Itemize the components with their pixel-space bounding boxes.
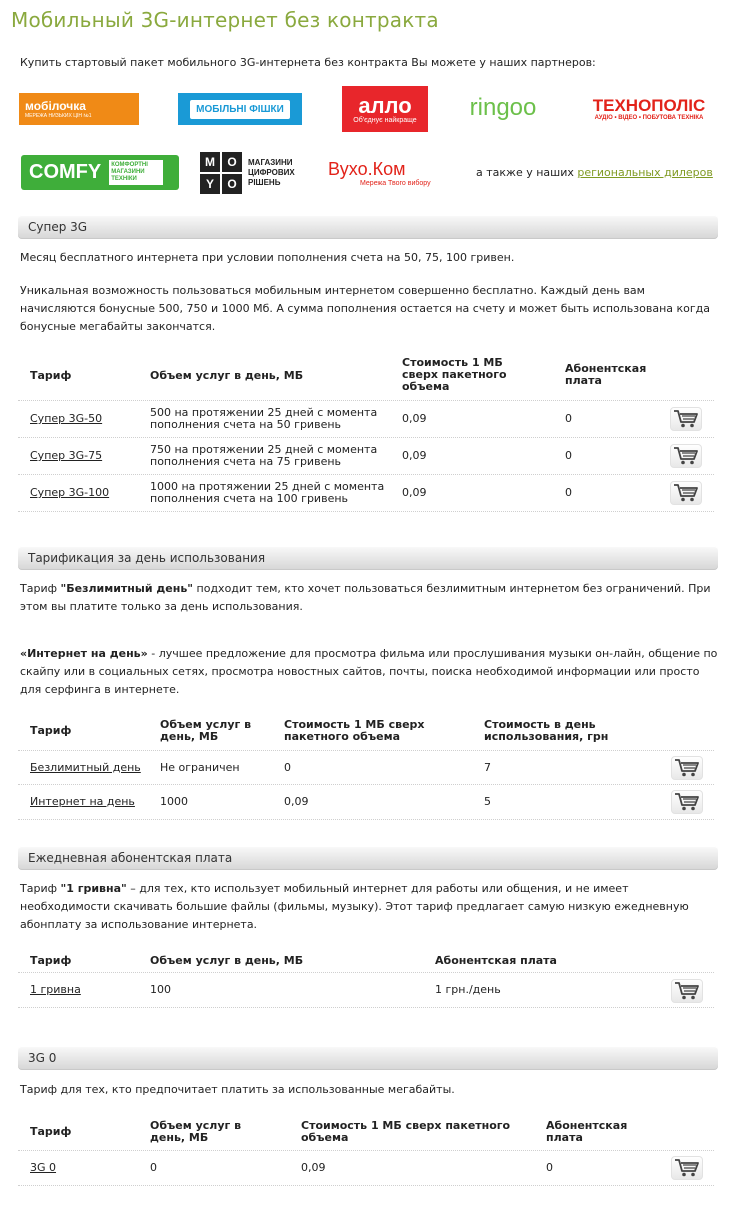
daily-p1-bold: "Безлимитный день" xyxy=(60,582,194,595)
daily-p1-post: подходит тем, кто хочет пользоваться безлимитным интернетом без ограничений. При этом вы платите только за день использования. xyxy=(20,582,711,613)
logo-comfy[interactable] xyxy=(21,155,179,190)
logo-mobilochka-name: мобілочка xyxy=(25,98,86,113)
logo-technopolis[interactable] xyxy=(578,92,720,126)
shopping-cart-icon[interactable] xyxy=(670,407,702,431)
regional-dealers-text xyxy=(476,166,713,179)
logo-allo-name: алло xyxy=(358,92,412,118)
moyo-letter: О xyxy=(222,152,242,172)
table-header: Объем услуг в день, МБ xyxy=(150,954,304,967)
section-header-monthly: Ежедневная абонентская плата xyxy=(18,846,718,870)
tariff-fee: 0 xyxy=(565,449,572,462)
tariff-link[interactable]: 3G 0 xyxy=(30,1161,57,1174)
regional-dealers-prefix: а также у наших xyxy=(476,166,578,179)
logo-moyo-sub: МАГАЗИНИ ЦИФРОВИХ РІШЕНЬ xyxy=(248,158,295,187)
tariff-volume: 100 xyxy=(150,983,171,996)
monthly-p1-pre: Тариф xyxy=(20,882,61,895)
tariff-volume: 500 на протяжении 25 дней с момента пополнения счета на 50 гривень xyxy=(150,406,378,431)
daily-paragraph-2 xyxy=(20,645,720,699)
tariff-price: 0,09 xyxy=(402,486,427,499)
super3g-paragraph-1: Месяц бесплатного интернета при условии пополнения счета на 50, 75, 100 гривен. xyxy=(20,251,515,264)
logo-comfy-name: COMFY xyxy=(29,161,102,183)
logo-allo-sub: Об'єднує найкраще xyxy=(353,116,417,124)
row-divider xyxy=(18,784,714,785)
row-divider xyxy=(18,511,714,512)
row-divider xyxy=(18,437,714,438)
logo-mobilochka-sub: МЕРЕЖА НИЗЬКИХ ЦІН №1 xyxy=(25,112,92,119)
table-header: Абонентская плата xyxy=(435,954,557,967)
table-header: Стоимость в день использования, грн xyxy=(484,718,609,743)
moyo-letter: О xyxy=(222,174,242,194)
row-divider xyxy=(18,1150,714,1151)
page-title: Мобильный 3G-интернет без контракта xyxy=(11,8,439,32)
logo-vuho-name: Вухо.Ком xyxy=(328,159,406,179)
table-header: Тариф xyxy=(30,954,72,967)
row-divider xyxy=(18,1185,714,1186)
section-header-daily: Тарификация за день использования xyxy=(18,546,718,570)
daily-p2-post: - лучшее предложение для просмотра фильма или прослушивания музыки он-лайн, общение по скайпу или в социальных сетях, просмотра новостных сайтов, почты, поиска необходимой информации или просто для серфинга в интернете. xyxy=(20,647,718,696)
tariff-fee: 5 xyxy=(484,795,491,808)
tariff-link[interactable]: Супер 3G-50 xyxy=(30,412,103,425)
row-divider xyxy=(18,400,714,401)
tariff-price: 0,09 xyxy=(284,795,309,808)
logo-ringoo[interactable] xyxy=(462,90,544,126)
section-header-super3g: Супер 3G xyxy=(18,215,718,239)
logo-fishki-name: МОБІЛЬНІ ФІШКИ xyxy=(190,100,290,119)
section-header-3g0: 3G 0 xyxy=(18,1046,718,1070)
table-header: Объем услуг в день, МБ xyxy=(160,718,252,743)
tariff-fee: 1 грн./день xyxy=(435,983,501,996)
logo-mobilochka[interactable] xyxy=(19,93,139,125)
shopping-cart-icon[interactable] xyxy=(670,481,702,505)
row-divider xyxy=(18,750,714,751)
moyo-grid xyxy=(200,152,242,194)
tariff-volume: 1000 xyxy=(160,795,188,808)
daily-p2-bold: «Интернет на день» xyxy=(20,647,148,660)
logo-technopolis-sub: АУДІО • ВІДЕО • ПОБУТОВА ТЕХНІКА xyxy=(594,115,704,121)
table-header: Стоимость 1 МБ сверх пакетного объема xyxy=(284,718,425,743)
tariff-link[interactable]: Интернет на день xyxy=(30,795,135,808)
tariff-fee: 0 xyxy=(565,412,572,425)
tariff-fee: 0 xyxy=(565,486,572,499)
tariff-price: 0,09 xyxy=(301,1161,326,1174)
logo-vuho[interactable] xyxy=(328,152,464,194)
table-header: Объем услуг в день, МБ xyxy=(150,1119,242,1144)
tariff-volume: 0 xyxy=(150,1161,157,1174)
tariff-link[interactable]: Супер 3G-100 xyxy=(30,486,110,499)
table-header: Тариф xyxy=(30,369,72,382)
table-header: Тариф xyxy=(30,1125,72,1138)
regional-dealers-link[interactable]: региональных дилеров xyxy=(577,166,713,179)
table-header: Абонентская плата xyxy=(546,1119,628,1144)
tariff-fee: 0 xyxy=(546,1161,553,1174)
logo-comfy-sub: КОМФОРТНІ МАГАЗИНИ ТЕХНІКИ xyxy=(109,160,163,185)
tariff-price: 0 xyxy=(284,761,291,774)
tariff-link[interactable]: Супер 3G-75 xyxy=(30,449,103,462)
shopping-cart-icon[interactable] xyxy=(671,1156,703,1180)
logo-ringoo-name: ringoo xyxy=(469,94,537,121)
logo-mobilni-fishki[interactable] xyxy=(178,93,302,125)
shopping-cart-icon[interactable] xyxy=(671,979,703,1003)
moyo-letter: Y xyxy=(200,174,220,194)
logo-vuho-sub: Мережа Твого вибору xyxy=(360,180,431,187)
row-divider xyxy=(18,474,714,475)
table-header: Стоимость 1 МБ сверх пакетного объема xyxy=(402,356,507,393)
logo-moyo[interactable] xyxy=(200,150,310,196)
logo-allo[interactable] xyxy=(342,86,428,132)
shopping-cart-icon[interactable] xyxy=(671,790,703,814)
partners-intro: Купить стартовый пакет мобильного 3G-интернета без контракта Вы можете у наших партнеров: xyxy=(20,56,596,69)
daily-p1-pre: Тариф xyxy=(20,582,61,595)
table-header: Объем услуг в день, МБ xyxy=(150,369,304,382)
g0-paragraph-1: Тариф для тех, кто предпочитает платить за использованные мегабайты. xyxy=(20,1083,455,1096)
tariff-link[interactable]: Безлимитный день xyxy=(30,761,141,774)
tariff-volume: 1000 на протяжении 25 дней с момента пополнения счета на 100 гривень xyxy=(150,480,385,505)
tariff-link[interactable]: 1 гривна xyxy=(30,983,81,996)
monthly-p1-bold: "1 гривна" xyxy=(60,882,127,895)
row-divider xyxy=(18,972,714,973)
daily-paragraph-1 xyxy=(20,580,720,616)
table-header: Стоимость 1 МБ сверх пакетного объема xyxy=(301,1119,511,1144)
row-divider xyxy=(18,819,714,820)
tariff-volume: 750 на протяжении 25 дней с момента пополнения счета на 75 гривень xyxy=(150,443,378,468)
super3g-paragraph-2: Уникальная возможность пользоваться мобильным интернетом совершенно бесплатно. Каждый день вам начисляются бонусные 500, 750 и 1000 Мб. А сумма пополнения остается на счету и может быть использована когда бонусные мегабайты закончатся. xyxy=(20,284,710,333)
monthly-paragraph-1 xyxy=(20,880,720,934)
tariff-volume: Не ограничен xyxy=(160,761,240,774)
logo-technopolis-name: ТЕХНОПОЛІС xyxy=(592,96,706,115)
table-header: Абонентская плата xyxy=(565,362,647,387)
monthly-p1-post: – для тех, кто использует мобильный интернет для работы или общения, и не имеет необходимости скачивать большие файлы (фильмы, музыку). Этот тариф предлагает самую низкую ежедневную абонплату за использование интернета. xyxy=(20,882,689,931)
row-divider xyxy=(18,1007,714,1008)
tariff-price: 0,09 xyxy=(402,449,427,462)
shopping-cart-icon[interactable] xyxy=(670,444,702,468)
shopping-cart-icon[interactable] xyxy=(671,756,703,780)
tariff-price: 0,09 xyxy=(402,412,427,425)
tariff-fee: 7 xyxy=(484,761,491,774)
moyo-letter: М xyxy=(200,152,220,172)
table-header: Тариф xyxy=(30,724,72,737)
